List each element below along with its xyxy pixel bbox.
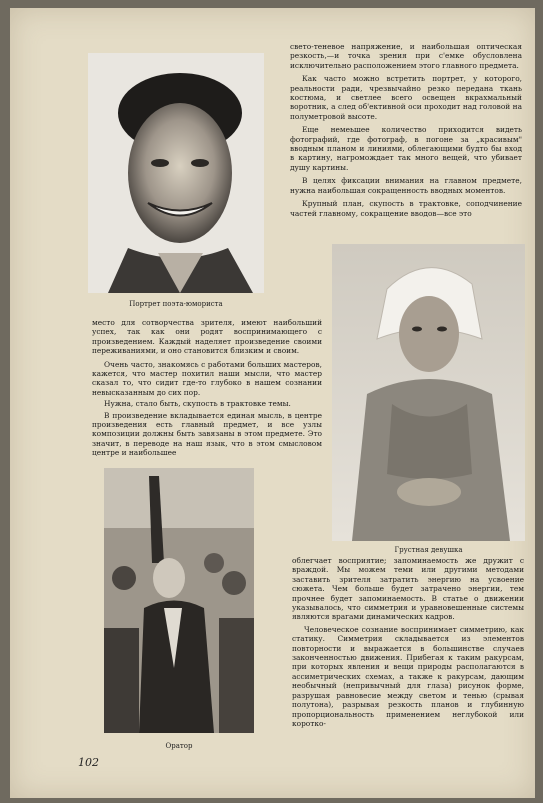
portrait-caption: Портрет поэта-юмориста <box>129 300 223 308</box>
paragraph: Как часто можно встретить портрет, у которого, реальности ради, чрезвычайно резко передана ткань костюма, и светлее всего освещен вкрахмальный воротник, а след об'ективной оси проходит над головой на полуметровой высоте. <box>290 74 522 121</box>
paragraph: свето-теневое напряжение, и наибольшая оптическая резкость,—и точка зрения при с'емке обусловлена исключительно расположением этого главного предмета. <box>290 42 522 70</box>
paragraph: В произведение вкладывается единая мысль, в центре произведения есть главный предмет, и все узлы композиции должны быть завязаны в этом предмете. Это значит, в переводе на наш язык, что в этом смысловом центре и наибольшее <box>92 410 322 458</box>
paragraph: Нужна, стало быть, скупость в трактовке темы. <box>104 399 291 409</box>
girl-photo <box>332 244 525 541</box>
portrait-illustration <box>88 53 264 293</box>
orator-photo <box>104 468 254 733</box>
girl-caption: Грустная девушка <box>394 546 463 554</box>
magazine-page <box>10 8 535 798</box>
paragraph: облегчает восприятие; запоминаемость же дружит с враждой. Мы можем теми или другими методами заставить зрителя затратить энергию на усвоение сюжета. Чем больше будет затрачено энергии, тем прочнее будет запоминаемость. В статье о движении указывалось, что симметрия и уравновешенные системы являются врагами динамических кадров. <box>292 556 524 622</box>
paragraph: Крупный план, скупость в трактовке, соподчинение частей главному, сокращение вводов—все это <box>290 199 522 218</box>
page-number: 102 <box>78 756 99 769</box>
orator-caption: Оратор <box>165 742 193 750</box>
paragraph: Еще немеьшее количество приходится видеть фотографий, где фотограф, в погоне за „красивым" вводным планом и линиями, облегающими будто бы вход в картину, нагромождает так много вещей, что убивает душу картины. <box>290 125 522 172</box>
left-column-middle <box>92 318 322 458</box>
orator-illustration <box>104 468 254 733</box>
paragraph: место для сотворчества зрителя, имеют наибольший успех, так как они родят воспринимающего с произведением. Каждый наделяет произведение своими переживаниями, и оно становится близким и своим. <box>92 318 322 356</box>
right-column-bottom <box>292 556 524 728</box>
girl-illustration <box>332 244 525 541</box>
portrait-photo <box>88 53 264 293</box>
right-column-top <box>290 42 522 218</box>
paragraph: Человеческое сознание воспринимает симметрию, как статику. Симметрия складывается из элементов повторности и выражается в большинстве случаев законченностью движения. Прибегая к таким ракурсам, при которых явления и вещи природы располагаются в ассиметрических схемах, а также к ракурсам, дающим необычный (непривычный для глаза) рисунок форме, разрушая равновесие между светом и тенью (срывая полутона), разрывая резкость планов и глубинную пропорциональность применением неглубокой или коротко- <box>292 624 524 728</box>
paragraph: В целях фиксации внимания на главном предмете, нужна наибольшая сокращенность вводных моментов. <box>290 176 522 195</box>
paragraph: Очень часто, знакомясь с работами больших мастеров, кажется, что мастер похитил наши мысли, что мастер сказал то, что сидит где-то глубоко в нашем сознании невысказанным до сих пор. <box>92 359 322 397</box>
